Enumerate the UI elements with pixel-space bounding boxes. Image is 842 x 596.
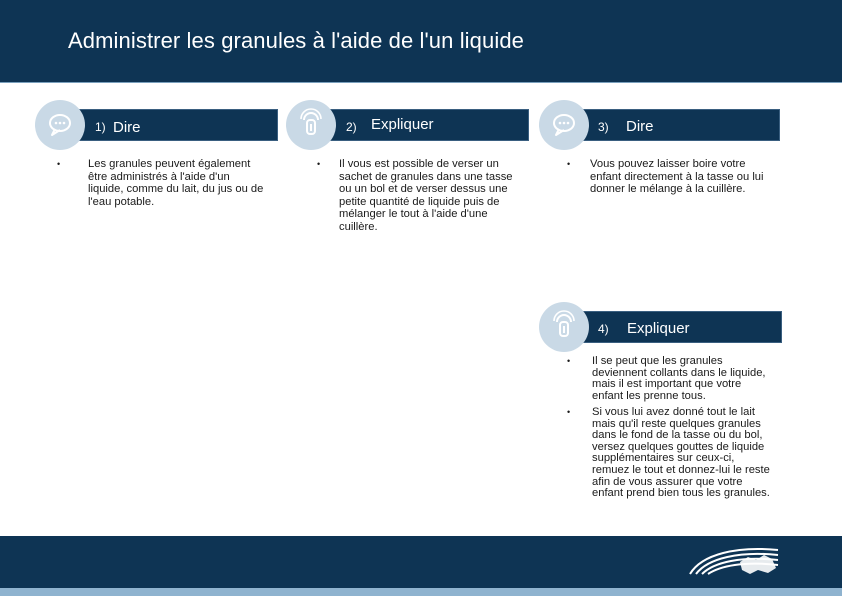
section-3-label: Dire [626, 118, 654, 135]
emblem-logo [682, 540, 782, 582]
speech-bubble-icon [539, 100, 589, 150]
section-3-number: 3) [598, 120, 609, 134]
section-1-header [60, 109, 278, 141]
footer-strip [0, 588, 842, 596]
section-3-header [563, 109, 780, 141]
header-banner [0, 0, 842, 83]
bullet: • [317, 159, 321, 169]
section-1-label: Dire [113, 119, 141, 136]
section-2-number: 2) [346, 120, 357, 134]
section-4-header [563, 311, 782, 343]
section-2-header [311, 109, 529, 141]
bullet: • [57, 159, 61, 169]
section-2-bullet-1: Il vous est possible de verser un sachet de granules dans une tasse ou un bol et de verser dessus une petite quantité de liquide puis de mélanger le tout à l'aide d'une cuillère. [339, 158, 513, 233]
lightbulb-icon [286, 100, 336, 150]
bullet: • [567, 356, 571, 366]
section-4-number: 4) [598, 322, 609, 336]
page-title: Administrer les granules à l'aide de l'un liquide [68, 28, 524, 53]
section-3-bullet-1: Vous pouvez laisser boire votre enfant directement à la tasse ou lui donner le mélange à la cuillère. [590, 158, 764, 196]
section-1-number: 1) [95, 120, 106, 134]
section-4-bullet-1: Il se peut que les granules deviennent collants dans le liquide, mais il est important que votre enfant les prenne tous. [592, 355, 766, 402]
lightbulb-icon [539, 302, 589, 352]
section-2-label: Expliquer [371, 116, 434, 133]
speech-bubble-icon [35, 100, 85, 150]
section-1-bullet-1: Les granules peuvent également être administrés à l'aide d'un liquide, comme du lait, du jus ou de l'eau potable. [88, 158, 264, 208]
section-4-bullet-2: Si vous lui avez donné tout le lait mais qu'il reste quelques granules dans le fond de la tasse ou du bol, versez quelques gouttes de liquide supplémentaires sur ceux-ci, remuez le tout et donnez-lui le reste afin de vous assurer que votre enfant prend bien tous les granules. [592, 406, 770, 500]
bullet: • [567, 407, 571, 417]
section-4-label: Expliquer [627, 320, 690, 337]
bullet: • [567, 159, 571, 169]
